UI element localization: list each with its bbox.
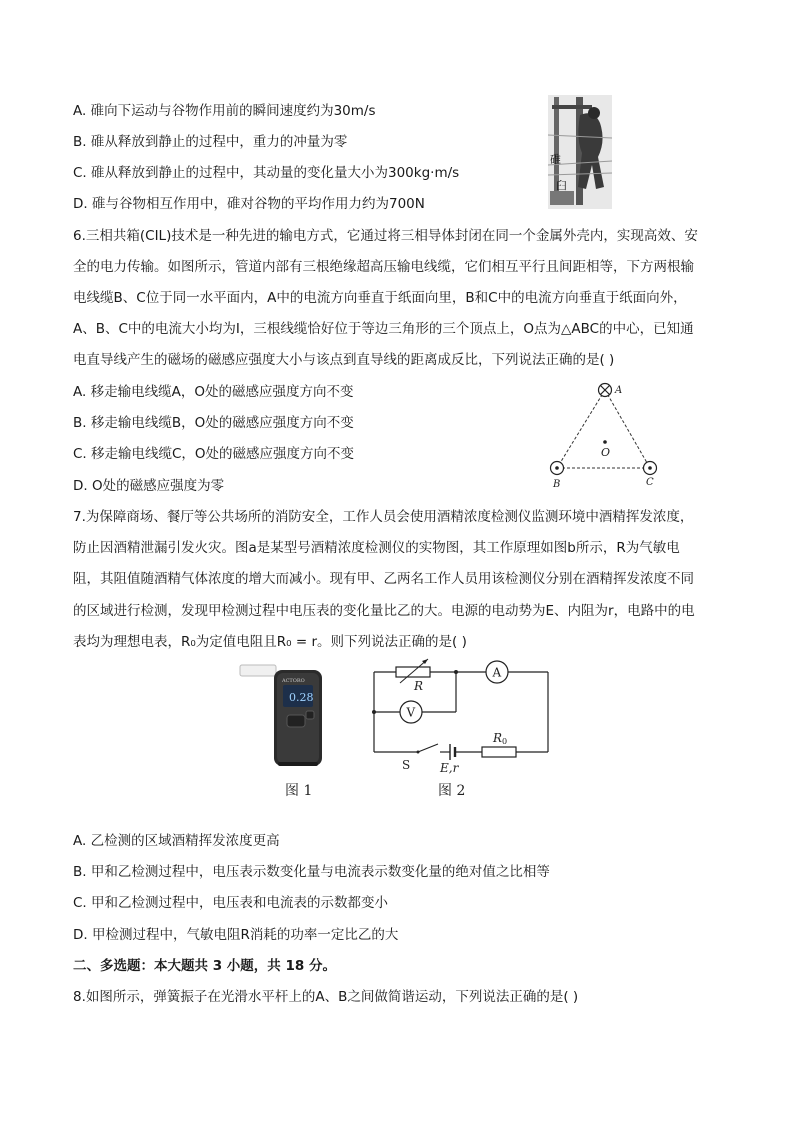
q6-stem-line-3: 电线缆B、C位于同一水平面内，A中的电流方向垂直于纸面向里，B和C中的电流方向垂直于纸面向外，	[73, 290, 687, 306]
q7-option-b: B. 甲和乙检测过程中，电压表示数变化量与电流表示数变化量的绝对值之比相等	[73, 864, 550, 880]
q6-option-c: C. 移走输电线缆C，O处的磁感应强度方向不变	[73, 446, 355, 462]
q7-option-a: A. 乙检测的区域酒精挥发浓度更高	[73, 833, 280, 849]
q8-stem: 8.如图所示，弹簧振子在光滑水平杆上的A、B之间做简谐运动，下列说法正确的是( )	[73, 989, 579, 1005]
cable-a-into-page-icon	[599, 384, 612, 397]
q7-stem-line-5: 表均为理想电表，R₀为定值电阻且R₀ = r。则下列说法正确的是( )	[73, 634, 467, 650]
svg-text:0: 0	[502, 737, 508, 746]
label-c: C	[646, 477, 654, 488]
q5-option-d: D. 碓与谷物相互作用中，碓对谷物的平均作用力约为700N	[73, 196, 425, 212]
svg-text:R: R	[414, 679, 424, 693]
fixed-resistor-r0	[482, 731, 516, 757]
svg-text:R: R	[493, 731, 503, 745]
svg-text:E,r: E,r	[440, 761, 459, 775]
device-reading: 0.28	[289, 691, 314, 704]
voltmeter	[400, 701, 422, 723]
q7-stem-line-4: 的区域进行检测，发现甲检测过程中电压表的变化量比乙的大。电源的电动势为E、内阻为r，电路中的电	[73, 603, 695, 619]
gas-sensor-resistor-r	[396, 659, 430, 693]
q6-stem-line-5: 电直导线产生的磁场的磁感应强度大小与该点到直导线的距离成反比，下列说法正确的是( )	[73, 352, 615, 368]
svg-text:A: A	[492, 665, 502, 680]
switch-s	[402, 744, 438, 772]
cable-c-out-of-page-icon	[644, 462, 657, 475]
section-2-heading: 二、多选题：本大题共 3 小题，共 18 分。	[73, 958, 336, 974]
pestle-woodcut-image	[548, 95, 612, 209]
ammeter	[486, 661, 508, 683]
sensor-circuit-diagram	[366, 656, 556, 776]
label-a: A	[615, 385, 623, 396]
q7-option-c: C. 甲和乙检测过程中，电压表和电流表的示数都变小	[73, 895, 389, 911]
center-point-o	[603, 440, 607, 444]
pestle-label: 碓	[550, 153, 561, 166]
q6-option-b: B. 移走输电线缆B，O处的磁感应强度方向不变	[73, 415, 354, 431]
cable-b-out-of-page-icon	[551, 462, 564, 475]
figure-1-caption: 图 1	[285, 783, 313, 799]
q6-option-d: D. O处的磁感应强度为零	[73, 478, 225, 494]
label-o: O	[601, 446, 611, 459]
q5-option-b: B. 碓从释放到静止的过程中，重力的冲量为零	[73, 134, 348, 150]
q5-option-c: C. 碓从释放到静止的过程中，其动量的变化量大小为300kg·m/s	[73, 165, 460, 181]
device-brand: ACTORO	[282, 678, 305, 684]
label-b: B	[553, 479, 561, 490]
q6-stem-line-4: A、B、C中的电流大小均为I，三根线缆恰好位于等边三角形的三个顶点上，O点为△ABC的中心，已知通	[73, 321, 694, 337]
q6-stem-line-2: 全的电力传输。如图所示，管道内部有三根绝缘超高压输电线缆，它们相互平行且间距相等，下方两根输	[73, 259, 694, 275]
breathalyzer-device-image	[236, 662, 336, 770]
q6-stem-line-1: 6.三相共箱(CIL)技术是一种先进的输电方式，它通过将三相导体封闭在同一个金属外壳内，实现高效、安	[73, 228, 698, 244]
q5-option-a: A. 碓向下运动与谷物作用前的瞬间速度约为30m/s	[73, 103, 376, 119]
q7-stem-line-1: 7.为保障商场、餐厅等公共场所的消防安全，工作人员会使用酒精浓度检测仪监测环境中酒精挥发浓度，	[73, 509, 694, 525]
battery-e-r	[439, 744, 460, 775]
q6-option-a: A. 移走输电线缆A，O处的磁感应强度方向不变	[73, 384, 354, 400]
figure-2-caption: 图 2	[438, 783, 466, 799]
q7-stem-line-2: 防止因酒精泄漏引发火灾。图a是某型号酒精浓度检测仪的实物图，其工作原理如图b所示，R为气敏电	[73, 540, 680, 556]
q7-option-d: D. 甲检测过程中，气敏电阻R消耗的功率一定比乙的大	[73, 927, 399, 943]
svg-text:V: V	[406, 705, 416, 720]
triangle-cables-figure	[540, 378, 670, 493]
q7-stem-line-3: 阻，其阻值随酒精气体浓度的增大而减小。现有甲、乙两名工作人员用该检测仪分别在酒精挥发浓度不同	[73, 571, 694, 587]
mortar-label: 臼	[556, 179, 567, 192]
svg-text:S: S	[402, 758, 411, 772]
